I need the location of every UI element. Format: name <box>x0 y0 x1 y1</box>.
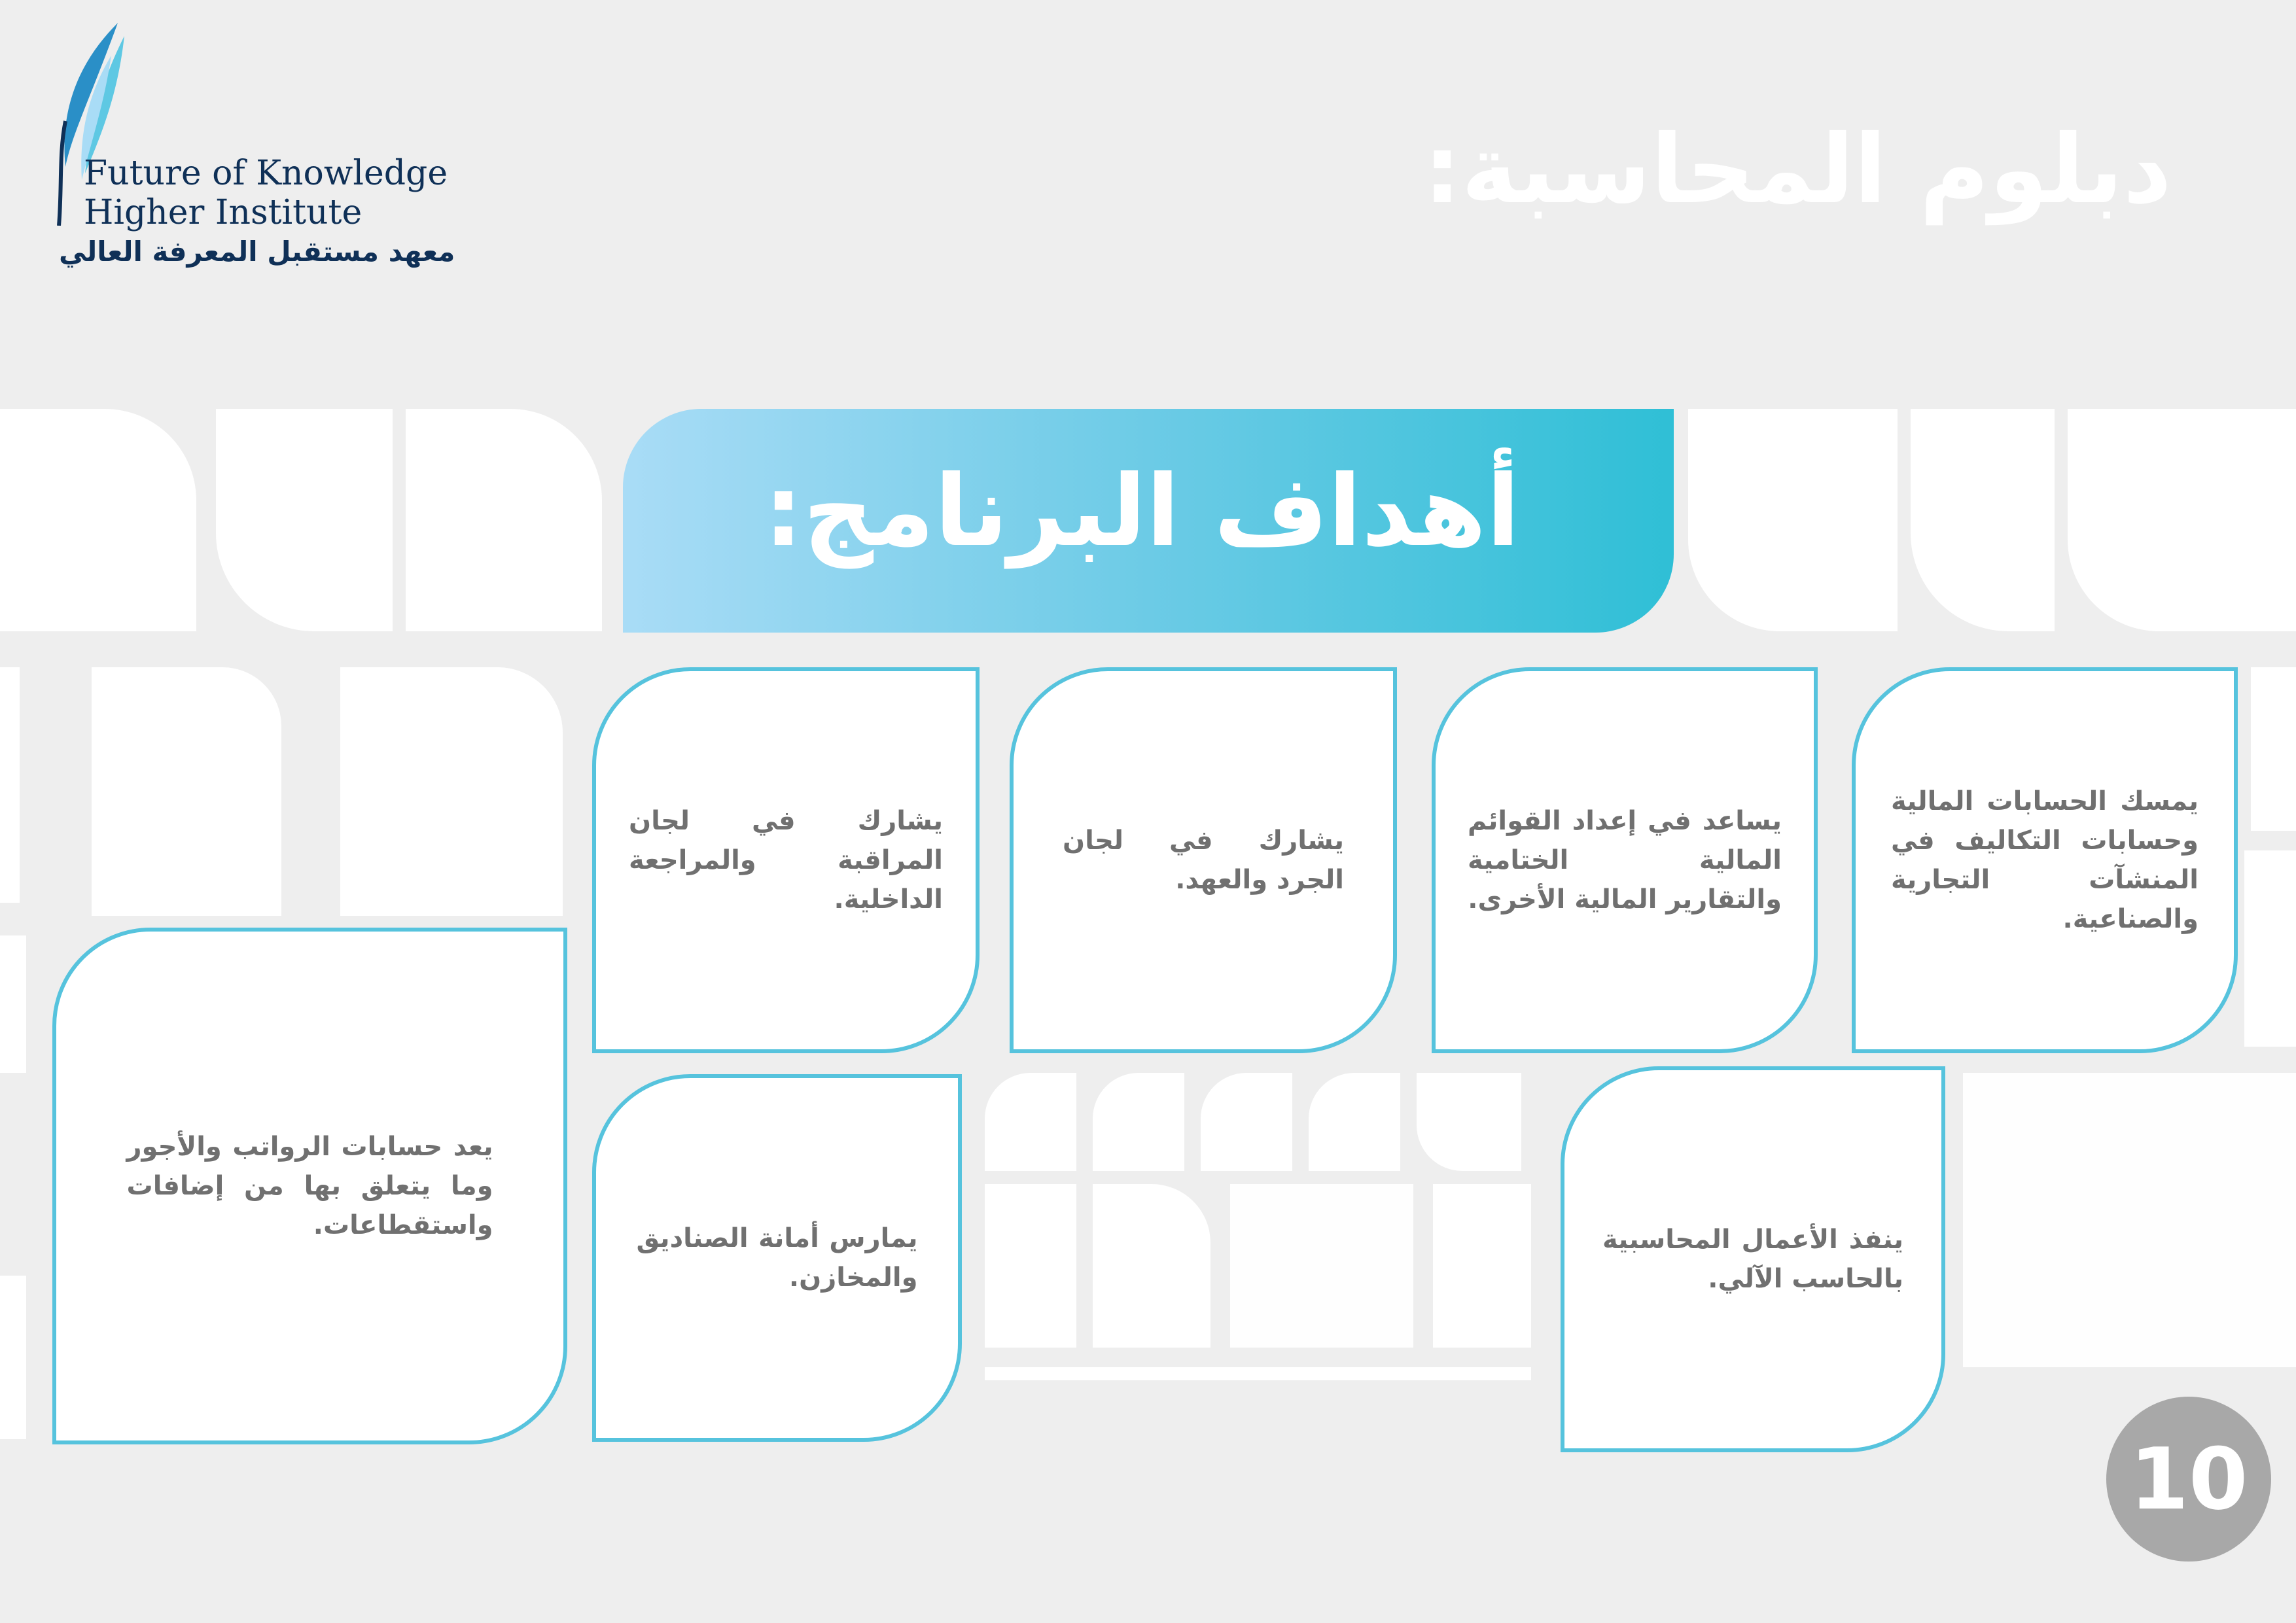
objective-card <box>1561 1066 1945 1452</box>
section-banner <box>623 409 1674 633</box>
objective-card <box>1432 667 1818 1053</box>
deco-shape <box>1230 1184 1413 1348</box>
deco-shape <box>0 667 20 903</box>
deco-shape <box>2068 409 2296 631</box>
deco-shape <box>0 409 196 631</box>
deco-shape <box>985 1073 1076 1171</box>
deco-shape <box>1417 1073 1521 1171</box>
deco-shape <box>340 667 563 916</box>
objective-text: يشارك في لجان الجرد والعهد. <box>1063 826 1344 895</box>
deco-shape <box>1963 1073 2296 1367</box>
objective-card <box>592 667 980 1053</box>
logo-name-ar: معهد مستقبل المعرفة العالي <box>59 236 455 268</box>
logo-name-en-line1: Future of Knowledge <box>84 154 448 193</box>
objective-card <box>1852 667 2238 1053</box>
objective-card <box>52 928 567 1444</box>
deco-shape <box>1201 1073 1292 1171</box>
deco-shape <box>985 1367 1531 1380</box>
objective-text: يشارك في لجان المراقبة والمراجعة الداخلية. <box>629 806 943 915</box>
deco-shape <box>2251 667 2296 831</box>
objective-card <box>592 1074 962 1442</box>
deco-shape <box>92 667 281 916</box>
deco-shape <box>0 935 26 1073</box>
objective-text: يعد حسابات الرواتب والأجور وما يتعلق بها من إضافات واستقطاعات. <box>126 1132 493 1240</box>
objective-text: يمسك الحسابات المالية وحسابات التكاليف في المنشآت التجارية والصناعية. <box>1891 786 2199 934</box>
page-title: دبلوم المحاسبة: <box>1423 114 2172 225</box>
objective-text: ينفذ الأعمال المحاسبية بالحاسب الآلي. <box>1602 1225 1903 1294</box>
deco-shape <box>0 1276 26 1439</box>
deco-shape <box>985 1184 1076 1348</box>
deco-shape <box>1093 1073 1184 1171</box>
section-title: أهداف البرنامج: <box>764 455 1520 568</box>
deco-shape <box>406 409 602 631</box>
objective-card <box>1010 667 1397 1053</box>
deco-shape <box>216 409 393 631</box>
objective-text: يمارس أمانة الصناديق والمخازن. <box>636 1223 918 1293</box>
deco-shape <box>1309 1073 1400 1171</box>
deco-shape <box>2244 850 2296 1047</box>
deco-shape <box>1433 1184 1531 1348</box>
deco-shape <box>1911 409 2055 631</box>
logo-name-en-line2: Higher Institute <box>84 193 362 232</box>
institute-logo <box>46 16 491 278</box>
page-number-badge: 10 <box>2106 1397 2271 1562</box>
deco-shape <box>1688 409 1898 631</box>
deco-shape <box>1093 1184 1210 1348</box>
objective-text: يساعد في إعداد القوائم المالية الختامية والتقارير المالية الأخرى. <box>1468 806 1782 915</box>
